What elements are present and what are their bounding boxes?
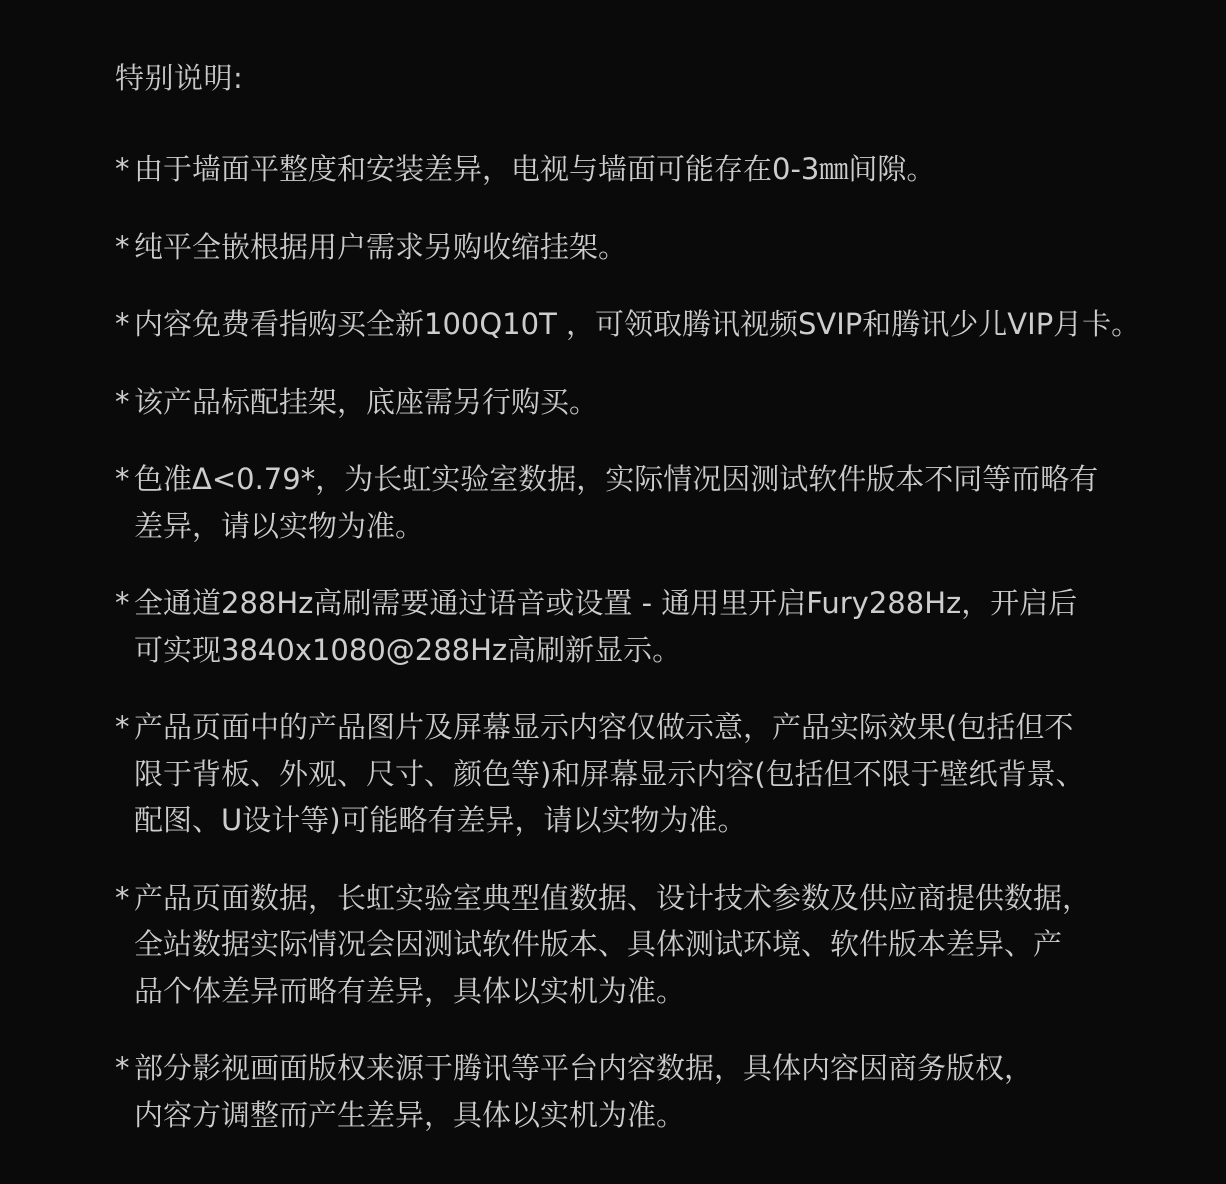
note-marker: * [115,880,130,915]
note-text-line: 全站数据实际情况会因测试软件版本、具体测试环境、软件版本差异、产 [134,927,1063,961]
note-text-line: 内容方调整而产生差异，具体以实机为准。 [134,1097,686,1132]
note-marker: * [115,462,130,496]
notes-list [115,146,1226,1138]
note-item [115,704,1194,844]
note-item [115,580,1194,673]
note-text-line: 品个体差异而略有差异，具体以实机为准。 [134,973,686,1008]
note-marker: * [115,307,130,341]
note-marker: * [115,384,130,419]
note-item [115,224,1194,271]
note-text-line: 限于背板、外观、尺寸、颜色等)和屏幕显示内容(包括但不限于壁纸背景、 [134,756,1085,791]
note-text-line: 配图、U设计等)可能略有差异，请以实物为准。 [134,803,747,837]
page-title: 特别说明: [115,61,244,95]
note-text-line: 差异，请以实物为准。 [134,508,425,543]
note-text-line: 由于墙面平整度和安装差异，电视与墙面可能存在0-3㎜间隙。 [134,152,936,186]
note-text-line: 部分影视画面版权来源于腾讯等平台内容数据，具体内容因商务版权， [134,1051,1034,1085]
note-text-line: 全通道288Hz高刷需要通过语音或设置 - 通用里开启Fury288Hz，开启后 [134,586,1078,620]
note-item [115,379,1194,426]
note-item [115,456,1194,549]
note-item [115,875,1194,1015]
note-marker: * [115,710,130,744]
note-marker: * [115,1051,130,1085]
note-marker: * [115,586,130,620]
note-text-line: 该产品标配挂架，底座需另行购买。 [134,384,599,419]
note-text-line: 产品页面中的产品图片及屏幕显示内容仅做示意，产品实际效果(包括但不 [134,710,1074,744]
note-marker: * [115,229,130,264]
note-marker: * [115,152,130,186]
note-item [115,301,1194,348]
note-item [115,1045,1194,1138]
note-text-line: 纯平全嵌根据用户需求另购收缩挂架。 [134,229,628,264]
note-text-line: 色准Δ<0.79*，为长虹实验室数据，实际情况因测试软件版本不同等而略有 [134,462,1099,496]
note-text-line: 产品页面数据，长虹实验室典型值数据、设计技术参数及供应商提供数据， [134,880,1092,915]
note-text-line: 内容免费看指购买全新100Q10T ，可领取腾讯视频SVIP和腾讯少儿VIP月卡。 [134,307,1141,341]
note-text-line: 可实现3840x1080@288Hz高刷新显示。 [134,632,682,667]
note-item [115,146,1194,193]
